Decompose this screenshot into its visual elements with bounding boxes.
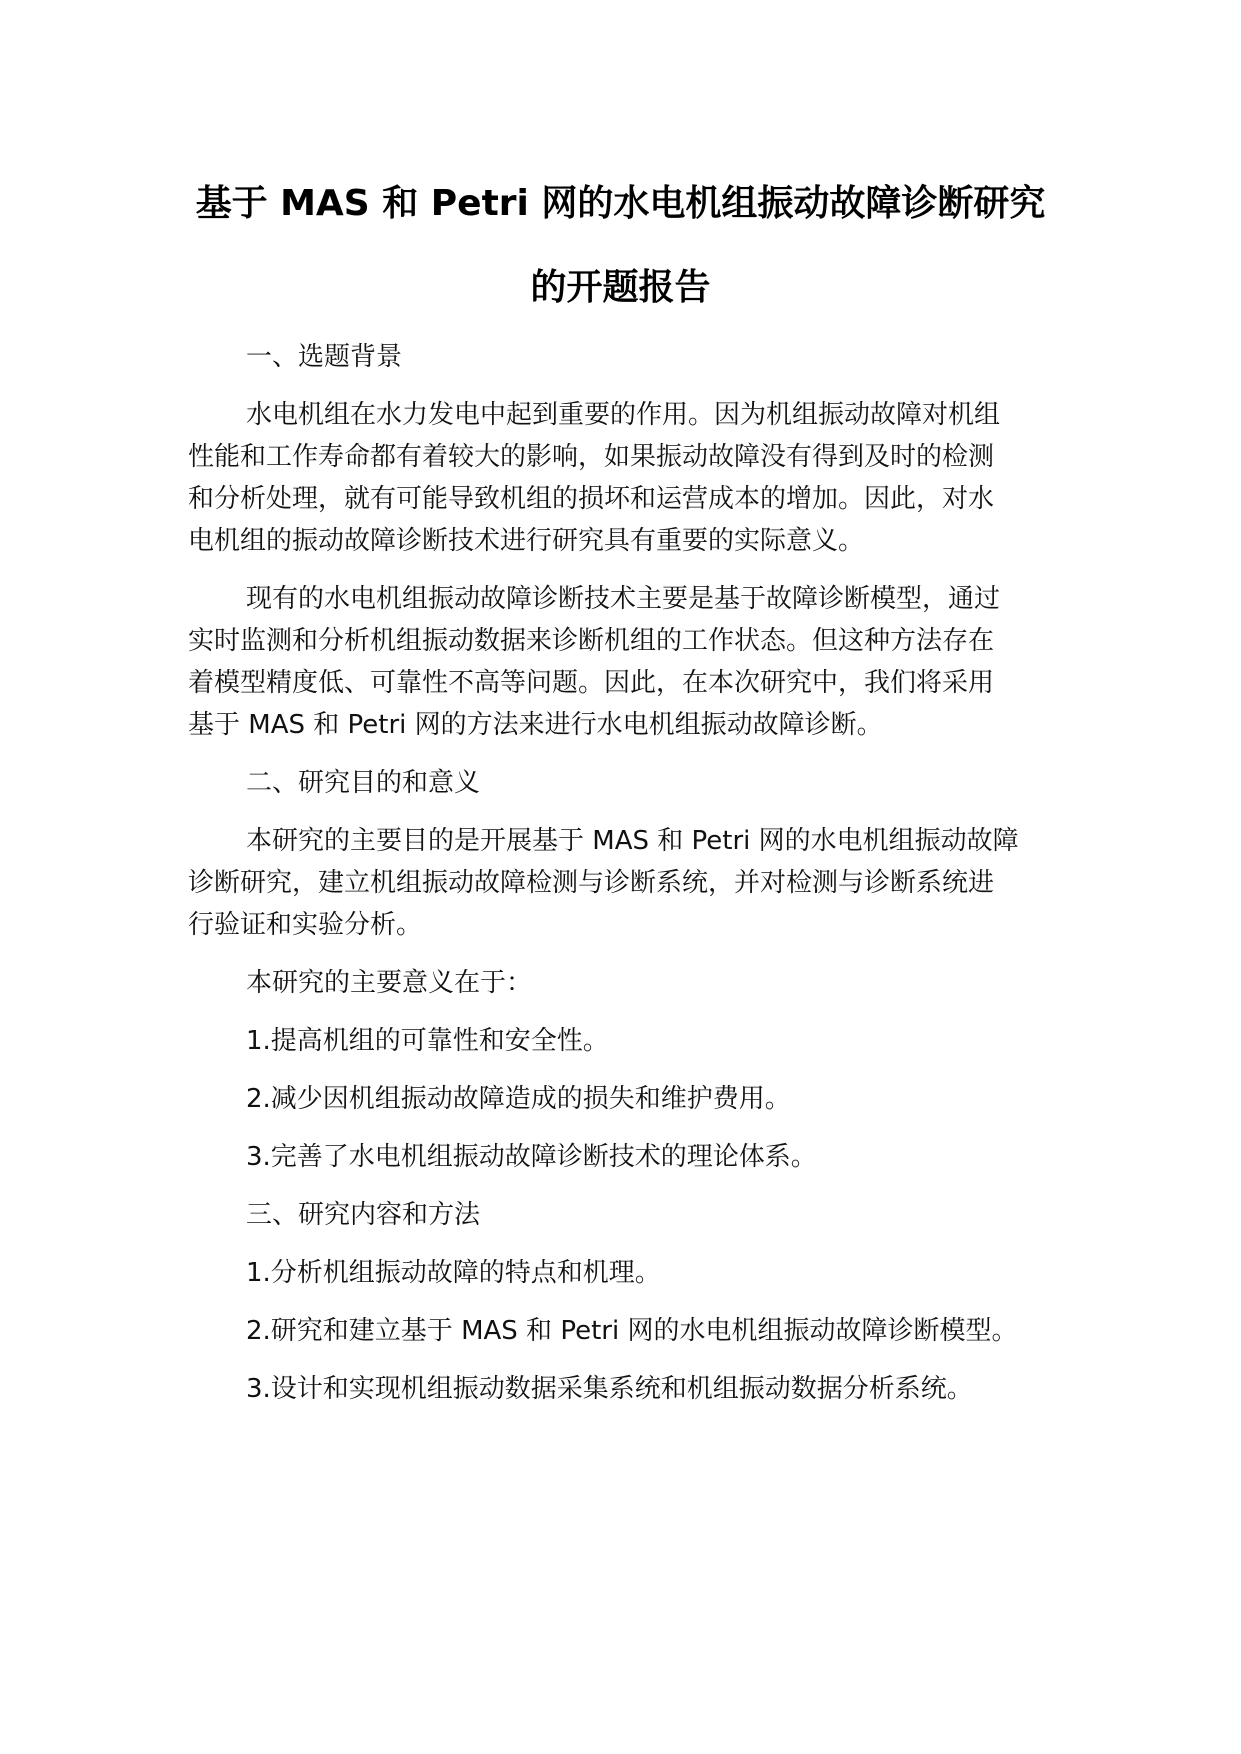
paragraph-line: 本研究的主要目的是开展基于 MAS 和 Petri 网的水电机组振动故障 <box>246 826 1019 856</box>
section-2-heading: 二、研究目的和意义 <box>246 768 481 798</box>
document-title-line-1: 基于 MAS 和 Petri 网的水电机组振动故障诊断研究 <box>195 183 1046 224</box>
list-item: 3.设计和实现机组振动数据采集系统和机组振动数据分析系统。 <box>246 1374 973 1404</box>
paragraph-line: 基于 MAS 和 Petri 网的方法来进行水电机组振动故障诊断。 <box>188 710 883 740</box>
section-1-heading: 一、选题背景 <box>246 342 403 372</box>
list-item: 2.减少因机组振动故障造成的损失和维护费用。 <box>246 1084 791 1114</box>
paragraph-line: 电机组的振动故障诊断技术进行研究具有重要的实际意义。 <box>188 526 865 556</box>
paragraph-line: 着模型精度低、可靠性不高等问题。因此，在本次研究中，我们将采用 <box>188 668 995 698</box>
list-item: 3.完善了水电机组振动故障诊断技术的理论体系。 <box>246 1142 817 1172</box>
paragraph-line: 实时监测和分析机组振动数据来诊断机组的工作状态。但这种方法存在 <box>188 626 995 656</box>
list-item: 2.研究和建立基于 MAS 和 Petri 网的水电机组振动故障诊断模型。 <box>246 1316 1018 1346</box>
paragraph-line: 本研究的主要意义在于： <box>246 968 533 998</box>
paragraph-line: 性能和工作寿命都有着较大的影响，如果振动故障没有得到及时的检测 <box>188 442 995 472</box>
document-title-line-2: 的开题报告 <box>530 267 711 308</box>
list-item: 1.分析机组振动故障的特点和机理。 <box>246 1258 661 1288</box>
section-3-heading: 三、研究内容和方法 <box>246 1200 481 1230</box>
paragraph-line: 水电机组在水力发电中起到重要的作用。因为机组振动故障对机组 <box>246 400 1001 430</box>
paragraph-line: 行验证和实验分析。 <box>188 910 423 940</box>
paragraph-line: 和分析处理，就有可能导致机组的损坏和运营成本的增加。因此，对水 <box>188 484 995 514</box>
paragraph-line: 诊断研究，建立机组振动故障检测与诊断系统，并对检测与诊断系统进 <box>188 868 995 898</box>
list-item: 1.提高机组的可靠性和安全性。 <box>246 1026 609 1056</box>
paragraph-line: 现有的水电机组振动故障诊断技术主要是基于故障诊断模型，通过 <box>246 584 1001 614</box>
